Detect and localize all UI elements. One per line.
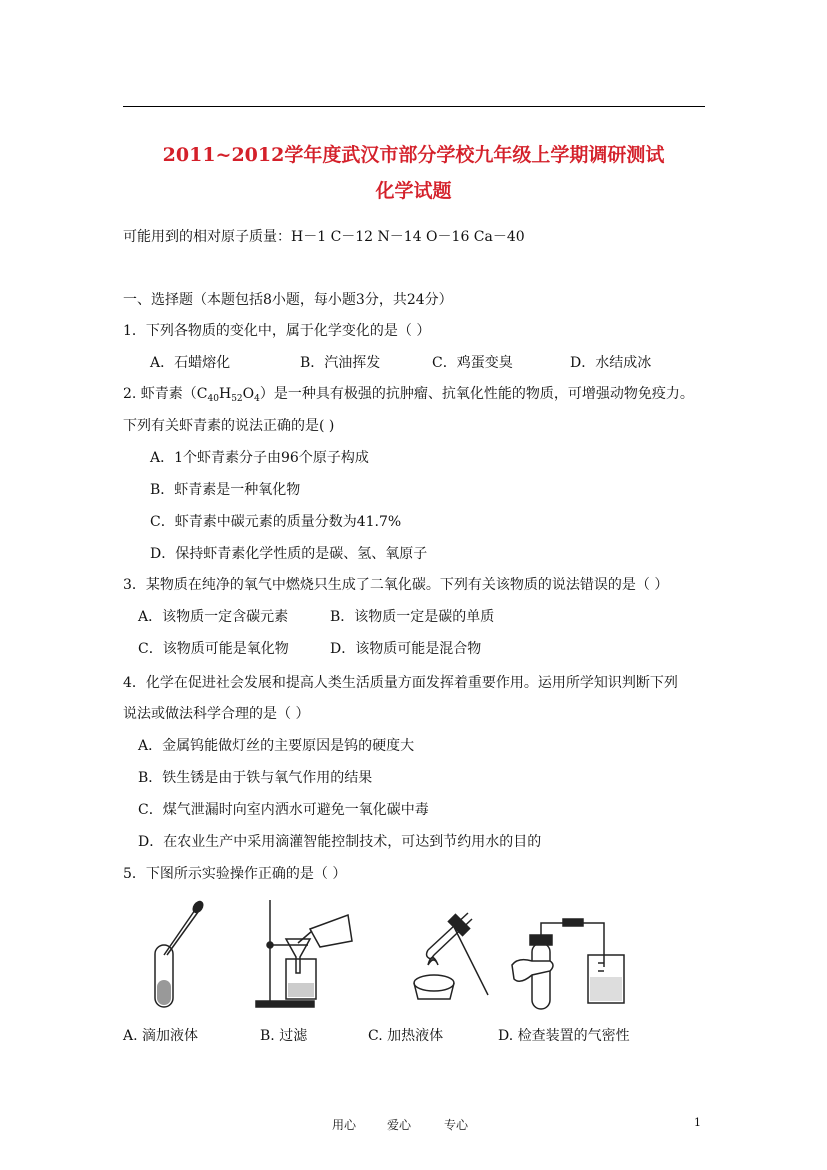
footer-text-1: 用心 [332, 1118, 357, 1132]
q2-option-c: C．虾青素中碳元素的质量分数为41.7% [150, 514, 402, 530]
q2-option-a: A．1个虾青素分子由96个原子构成 [150, 450, 369, 466]
figure-caption-b: B. 过滤 [260, 1028, 308, 1044]
q3-option-a: A．该物质一定含碳元素 [138, 609, 289, 625]
page-subtitle: 化学试题 [375, 180, 452, 202]
q2-stem: 2. 虾青素$(C_{40}H_{52}O_4)$是一种具有极强的抗肿瘤、抗氧化性能的物质，可增强动物免疫力。 [123, 386, 694, 404]
q4-option-c: C．煤气泄漏时向室内洒水可避免一氧化碳中毒 [138, 802, 429, 818]
q1-option-b: B．汽油挥发 [300, 355, 381, 371]
figure-caption-a: A. 滴加液体 [123, 1028, 199, 1044]
q1-stem: 1．下列各物质的变化中，属于化学变化的是（ ） [123, 323, 431, 339]
heating-test-tube-icon [398, 895, 498, 1015]
q2-option-b: B．虾青素是一种氧化物 [150, 482, 301, 498]
q4-stem: 4．化学在促进社会发展和提高人类生活质量方面发挥着重要作用。运用所学知识判断下列 [123, 675, 678, 691]
q3-option-c: C．该物质可能是氧化物 [138, 641, 289, 657]
q2-option-d: D．保持虾青素化学性质的是碳、氢、氧原子 [150, 546, 428, 562]
page-title: 2011~2012学年度武汉市部分学校九年级上学期调研测试 [162, 144, 665, 166]
dropper-test-tube-icon [145, 895, 205, 1015]
footer-text-2: 爱心 [387, 1118, 412, 1132]
footer-text-3: 专心 [444, 1118, 469, 1132]
figure-caption-c: C. 加热液体 [368, 1028, 444, 1044]
page-number: 1 [694, 1116, 701, 1129]
q4-option-a: A．金属钨能做灯丝的主要原因是钨的硬度大 [138, 738, 415, 754]
q4-stem-line2: 说法或做法科学合理的是（ ） [123, 706, 310, 722]
q3-option-b: B．该物质一定是碳的单质 [330, 609, 495, 625]
figure-caption-d: D. 检查装置的气密性 [498, 1028, 630, 1044]
atomic-masses: 可能用到的相对原子质量：H－1 C－12 N－14 O－16 Ca－40 [123, 229, 525, 245]
q2-stem-line2: 下列有关虾青素的说法正确的是( ) [123, 418, 335, 434]
q1-option-a: A．石蜡熔化 [150, 355, 231, 371]
q1-option-c: C．鸡蛋变臭 [432, 355, 513, 371]
header-rule [123, 106, 705, 107]
q4-option-b: B．铁生锈是由于铁与氧气作用的结果 [138, 770, 373, 786]
airtightness-check-icon [508, 895, 658, 1015]
q5-stem: 5．下图所示实验操作正确的是（ ） [123, 866, 347, 882]
filtration-apparatus-icon [248, 895, 358, 1015]
section-heading: 一、选择题（本题包括8小题，每小题3分，共24分） [123, 292, 453, 308]
q1-option-d: D．水结成冰 [570, 355, 652, 371]
q3-stem: 3．某物质在纯净的氧气中燃烧只生成了二氧化碳。下列有关该物质的说法错误的是（ ） [123, 577, 669, 593]
q4-option-d: D．在农业生产中采用滴灌智能控制技术，可达到节约用水的目的 [138, 834, 542, 850]
q3-option-d: D．该物质可能是混合物 [330, 641, 482, 657]
